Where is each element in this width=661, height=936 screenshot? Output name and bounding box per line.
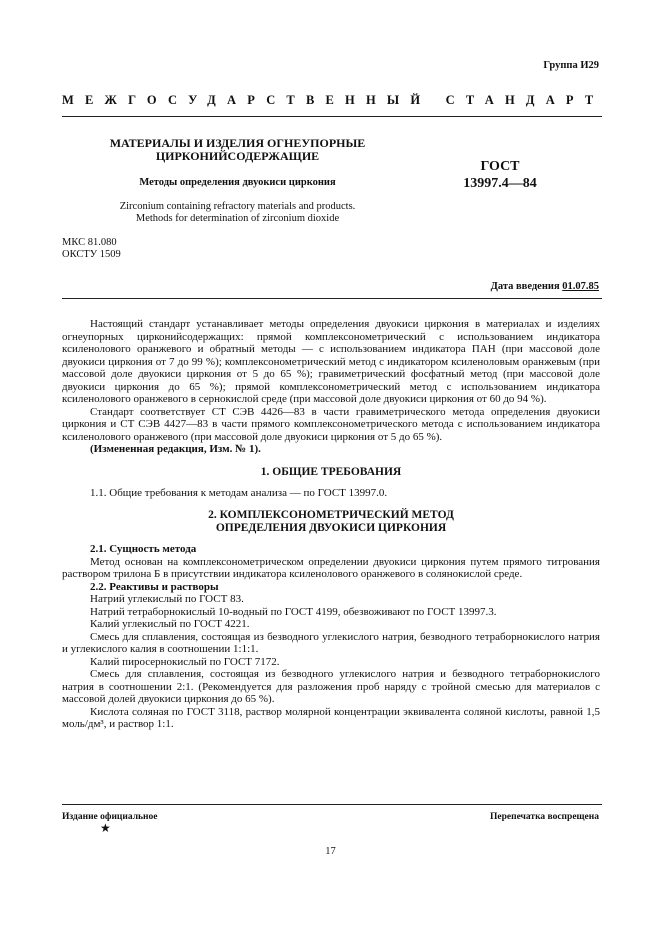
footer-rule (62, 804, 602, 805)
gost-designation (450, 158, 550, 192)
section-2-2-title: 2.2. Реактивы и растворы (90, 580, 219, 593)
classification-codes (62, 237, 121, 261)
document-body (62, 318, 600, 731)
title-line-1: МАТЕРИАЛЫ И ИЗДЕЛИЯ ОГНЕУПОРНЫЕ (109, 136, 366, 150)
amendment-note: (Измененная редакция, Изм. № 1). (90, 443, 261, 455)
date-rule (62, 298, 602, 299)
date-label: Дата введения (490, 281, 560, 292)
english-title-line-1: Zirconium containing refractory materials and products. (119, 201, 356, 212)
methods-subtitle: Методы определения двуокиси циркония (139, 177, 336, 188)
introduction-date (491, 281, 599, 292)
section-2-1-text: Метод основан на комплексонометрическом определении двуокиси циркония путем прямого титрования раствором трилона Б в присутствии индикатора ксиленолового оранжевого в солянокислой среде. (62, 555, 600, 580)
section-1-heading: 1. ОБЩИЕ ТРЕБОВАНИЯ (260, 465, 402, 478)
gost-label: ГОСТ (480, 159, 520, 174)
standard-banner: МЕЖГОСУДАРСТВЕННЫЙ СТАНДАРТ (62, 93, 605, 107)
document-title (105, 137, 370, 163)
star-icon: ★ (100, 821, 111, 835)
reagent-5: Калий пиросернокислый по ГОСТ 7172. (90, 655, 280, 668)
header-rule (62, 116, 602, 117)
reprint-prohibited-label: Перепечатка воспрещена (489, 812, 599, 822)
page-number: 17 (325, 846, 336, 857)
reagent-7: Кислота соляная по ГОСТ 3118, раствор молярной концентрации эквивалента соляной кислоты, равной 1,5 моль/дм³, и раствор 1:1. (62, 705, 600, 730)
section-1-1: 1.1. Общие требования к методам анализа — по ГОСТ 13997.0. (90, 486, 388, 499)
english-title-line-2: Methods for determination of zirconium dioxide (135, 213, 340, 224)
english-title (95, 201, 380, 225)
reagent-3: Калий углекислый по ГОСТ 4221. (90, 618, 250, 630)
gost-number: 13997.4—84 (463, 176, 537, 191)
date-value: 01.07.85 (562, 281, 599, 292)
intro-paragraph-1: Настоящий стандарт устанавливает методы определения двуокиси циркония в материалах и изделиях огнеупорных цирконийсодержащих: прямой комплексонометрический с использованием индикатора ксиленолового оранжевого и обратный методы — с использованием индикатора ПАН (при массовой доле двуокиси циркония от 7 до 99 %); комплексонометрический метод с индикатором ксиленоловым оранжевым (при массовой доле двуокиси циркония от 5 до 65 %); гравиметрический фосфатный метод (при массовой доле двуокиси циркония до 65 %); прямой комплексонометрический метод с использованием индикатора ксиленолового оранжевого в сернокислой среде (при массовой доле двуокиси циркония от 60 до 94 %). (62, 318, 600, 405)
reagent-1: Натрий углекислый по ГОСТ 83. (90, 593, 244, 605)
section-2-heading-line-1: 2. КОМПЛЕКСОНОМЕТРИЧЕСКИЙ МЕТОД (208, 509, 454, 521)
section-2-heading (62, 509, 600, 535)
official-edition-label: Издание официальное (62, 812, 158, 822)
intro-paragraph-2: Стандарт соответствует СТ СЭВ 4426—83 в части гравиметрического метода определения двуокиси циркония и СТ СЭВ 4427—83 в части прямого комплексонометрического метода с использованием индикатора ксиленолового оранжевого (при массовой доле двуокиси циркония от 5 до 65 %). (62, 405, 600, 443)
title-line-2: ЦИРКОНИЙСОДЕРЖАЩИЕ (155, 149, 320, 163)
okstu-code: ОКСТУ 1509 (62, 249, 121, 260)
reagent-4: Смесь для сплавления, состоящая из безводного углекислого натрия, безводного тетраборнокислого натрия и углекислого калия в соотношении 1:1:1. (62, 630, 600, 655)
section-2-1-title: 2.1. Сущность метода (90, 543, 197, 555)
reagent-2: Натрий тетраборнокислый 10-водный по ГОСТ 4199, обезвоживают по ГОСТ 13997.3. (90, 605, 497, 618)
section-2-heading-line-2: ОПРЕДЕЛЕНИЯ ДВУОКИСИ ЦИРКОНИЯ (215, 522, 447, 534)
mks-code: МКС 81.080 (62, 237, 117, 248)
group-code: Группа И29 (543, 60, 599, 71)
reagent-6: Смесь для сплавления, состоящая из безводного углекислого натрия и безводного тетраборнокислого натрия в соотношении 2:1. (Рекомендуется для разложения проб наряду с тройной смесью для материалов с массовой долей двуокиси циркония до 65 %). (62, 668, 600, 705)
